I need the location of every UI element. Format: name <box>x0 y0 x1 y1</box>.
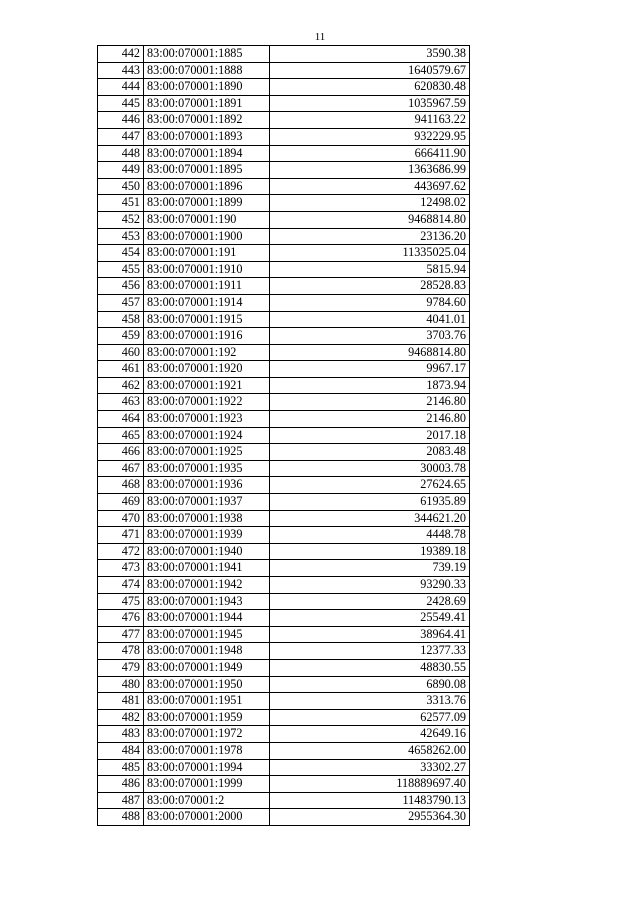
cadastral-number-cell: 83:00:070001:1959 <box>144 709 270 726</box>
row-number-cell: 460 <box>98 344 144 361</box>
cadastral-number-cell: 83:00:070001:1941 <box>144 560 270 577</box>
cadastral-value-cell: 4041.01 <box>270 311 470 328</box>
table-row <box>98 643 470 660</box>
table-row <box>98 128 470 145</box>
row-number-cell: 454 <box>98 245 144 262</box>
cadastral-value-table <box>97 45 470 826</box>
cadastral-number-cell: 83:00:070001:1922 <box>144 394 270 411</box>
cadastral-number-cell: 83:00:070001:1910 <box>144 261 270 278</box>
row-number-cell: 485 <box>98 759 144 776</box>
cadastral-number-cell: 83:00:070001:1937 <box>144 494 270 511</box>
cadastral-value-cell: 118889697.40 <box>270 776 470 793</box>
table-row <box>98 228 470 245</box>
cadastral-value-cell: 4658262.00 <box>270 742 470 759</box>
row-number-cell: 459 <box>98 328 144 345</box>
row-number-cell: 482 <box>98 709 144 726</box>
row-number-cell: 457 <box>98 294 144 311</box>
cadastral-number-cell: 83:00:070001:1893 <box>144 128 270 145</box>
table-row <box>98 659 470 676</box>
row-number-cell: 464 <box>98 411 144 428</box>
table-row <box>98 311 470 328</box>
row-number-cell: 475 <box>98 593 144 610</box>
cadastral-value-cell: 3590.38 <box>270 46 470 63</box>
table-row <box>98 444 470 461</box>
table-row <box>98 62 470 79</box>
cadastral-number-cell: 83:00:070001:1899 <box>144 195 270 212</box>
cadastral-value-cell: 2146.80 <box>270 394 470 411</box>
table-row <box>98 577 470 594</box>
row-number-cell: 449 <box>98 162 144 179</box>
cadastral-number-cell: 83:00:070001:1914 <box>144 294 270 311</box>
row-number-cell: 455 <box>98 261 144 278</box>
table-row <box>98 543 470 560</box>
cadastral-number-cell: 83:00:070001:1994 <box>144 759 270 776</box>
table-row <box>98 328 470 345</box>
cadastral-number-cell: 83:00:070001:1978 <box>144 742 270 759</box>
row-number-cell: 456 <box>98 278 144 295</box>
cadastral-value-cell: 1035967.59 <box>270 95 470 112</box>
cadastral-number-cell: 83:00:070001:1938 <box>144 510 270 527</box>
page-number: 11 <box>314 31 326 43</box>
cadastral-number-cell: 83:00:070001:1890 <box>144 79 270 96</box>
cadastral-value-cell: 38964.41 <box>270 626 470 643</box>
cadastral-value-cell: 6890.08 <box>270 676 470 693</box>
cadastral-number-cell: 83:00:070001:192 <box>144 344 270 361</box>
cadastral-number-cell: 83:00:070001:1891 <box>144 95 270 112</box>
table-row <box>98 211 470 228</box>
cadastral-value-cell: 2428.69 <box>270 593 470 610</box>
table-row <box>98 726 470 743</box>
cadastral-number-cell: 83:00:070001:1999 <box>144 776 270 793</box>
row-number-cell: 483 <box>98 726 144 743</box>
table-row <box>98 46 470 63</box>
row-number-cell: 469 <box>98 494 144 511</box>
cadastral-value-cell: 666411.90 <box>270 145 470 162</box>
cadastral-value-cell: 739.19 <box>270 560 470 577</box>
table-row <box>98 79 470 96</box>
row-number-cell: 461 <box>98 361 144 378</box>
row-number-cell: 484 <box>98 742 144 759</box>
table-row <box>98 427 470 444</box>
row-number-cell: 453 <box>98 228 144 245</box>
row-number-cell: 463 <box>98 394 144 411</box>
cadastral-value-cell: 48830.55 <box>270 659 470 676</box>
row-number-cell: 452 <box>98 211 144 228</box>
table-row <box>98 162 470 179</box>
cadastral-number-cell: 83:00:070001:1924 <box>144 427 270 444</box>
cadastral-number-cell: 83:00:070001:1944 <box>144 610 270 627</box>
table-row <box>98 145 470 162</box>
table-row <box>98 278 470 295</box>
table-row <box>98 411 470 428</box>
cadastral-number-cell: 83:00:070001:1936 <box>144 477 270 494</box>
table-row <box>98 95 470 112</box>
cadastral-value-cell: 93290.33 <box>270 577 470 594</box>
cadastral-number-cell: 83:00:070001:1949 <box>144 659 270 676</box>
row-number-cell: 479 <box>98 659 144 676</box>
cadastral-number-cell: 83:00:070001:1888 <box>144 62 270 79</box>
cadastral-value-cell: 344621.20 <box>270 510 470 527</box>
row-number-cell: 458 <box>98 311 144 328</box>
cadastral-number-cell: 83:00:070001:1911 <box>144 278 270 295</box>
table-row <box>98 610 470 627</box>
cadastral-value-cell: 941163.22 <box>270 112 470 129</box>
cadastral-value-cell: 1640579.67 <box>270 62 470 79</box>
table-row <box>98 676 470 693</box>
cadastral-number-cell: 83:00:070001:1885 <box>144 46 270 63</box>
row-number-cell: 472 <box>98 543 144 560</box>
row-number-cell: 465 <box>98 427 144 444</box>
row-number-cell: 486 <box>98 776 144 793</box>
row-number-cell: 466 <box>98 444 144 461</box>
cadastral-value-cell: 9468814.80 <box>270 344 470 361</box>
cadastral-number-cell: 83:00:070001:191 <box>144 245 270 262</box>
row-number-cell: 446 <box>98 112 144 129</box>
cadastral-value-cell: 620830.48 <box>270 79 470 96</box>
cadastral-value-cell: 61935.89 <box>270 494 470 511</box>
cadastral-value-cell: 4448.78 <box>270 527 470 544</box>
row-number-cell: 447 <box>98 128 144 145</box>
table-row <box>98 759 470 776</box>
cadastral-number-cell: 83:00:070001:1951 <box>144 693 270 710</box>
cadastral-value-cell: 42649.16 <box>270 726 470 743</box>
cadastral-number-cell: 83:00:070001:1950 <box>144 676 270 693</box>
table-row <box>98 709 470 726</box>
table-row <box>98 593 470 610</box>
cadastral-number-cell: 83:00:070001:1943 <box>144 593 270 610</box>
cadastral-number-cell: 83:00:070001:1942 <box>144 577 270 594</box>
row-number-cell: 477 <box>98 626 144 643</box>
cadastral-number-cell: 83:00:070001:1915 <box>144 311 270 328</box>
table-row <box>98 527 470 544</box>
cadastral-number-cell: 83:00:070001:1925 <box>144 444 270 461</box>
table-row <box>98 460 470 477</box>
row-number-cell: 445 <box>98 95 144 112</box>
cadastral-number-cell: 83:00:070001:1923 <box>144 411 270 428</box>
cadastral-value-cell: 19389.18 <box>270 543 470 560</box>
cadastral-number-cell: 83:00:070001:2 <box>144 792 270 809</box>
row-number-cell: 442 <box>98 46 144 63</box>
table-row <box>98 510 470 527</box>
cadastral-value-cell: 5815.94 <box>270 261 470 278</box>
table-row <box>98 626 470 643</box>
table-row <box>98 477 470 494</box>
cadastral-number-cell: 83:00:070001:1921 <box>144 377 270 394</box>
table-row <box>98 294 470 311</box>
cadastral-value-cell: 9468814.80 <box>270 211 470 228</box>
row-number-cell: 443 <box>98 62 144 79</box>
table-body <box>98 46 470 826</box>
cadastral-value-cell: 11483790.13 <box>270 792 470 809</box>
table-row <box>98 195 470 212</box>
cadastral-value-cell: 23136.20 <box>270 228 470 245</box>
table-row <box>98 112 470 129</box>
row-number-cell: 480 <box>98 676 144 693</box>
cadastral-value-cell: 443697.62 <box>270 178 470 195</box>
cadastral-number-cell: 83:00:070001:190 <box>144 211 270 228</box>
cadastral-value-cell: 12498.02 <box>270 195 470 212</box>
row-number-cell: 448 <box>98 145 144 162</box>
cadastral-value-cell: 932229.95 <box>270 128 470 145</box>
row-number-cell: 473 <box>98 560 144 577</box>
table-row <box>98 261 470 278</box>
table-row <box>98 776 470 793</box>
row-number-cell: 462 <box>98 377 144 394</box>
table-row <box>98 742 470 759</box>
cadastral-value-cell: 33302.27 <box>270 759 470 776</box>
row-number-cell: 487 <box>98 792 144 809</box>
row-number-cell: 481 <box>98 693 144 710</box>
cadastral-value-cell: 3313.76 <box>270 693 470 710</box>
cadastral-value-cell: 2017.18 <box>270 427 470 444</box>
cadastral-value-cell: 2083.48 <box>270 444 470 461</box>
table-row <box>98 394 470 411</box>
row-number-cell: 488 <box>98 809 144 826</box>
table-row <box>98 560 470 577</box>
cadastral-value-cell: 1873.94 <box>270 377 470 394</box>
cadastral-number-cell: 83:00:070001:1972 <box>144 726 270 743</box>
row-number-cell: 478 <box>98 643 144 660</box>
cadastral-value-cell: 27624.65 <box>270 477 470 494</box>
cadastral-number-cell: 83:00:070001:1939 <box>144 527 270 544</box>
cadastral-number-cell: 83:00:070001:1920 <box>144 361 270 378</box>
cadastral-value-cell: 2146.80 <box>270 411 470 428</box>
cadastral-number-cell: 83:00:070001:1916 <box>144 328 270 345</box>
cadastral-number-cell: 83:00:070001:1896 <box>144 178 270 195</box>
cadastral-value-cell: 12377.33 <box>270 643 470 660</box>
table-row <box>98 245 470 262</box>
cadastral-number-cell: 83:00:070001:2000 <box>144 809 270 826</box>
cadastral-value-cell: 9784.60 <box>270 294 470 311</box>
cadastral-value-cell: 3703.76 <box>270 328 470 345</box>
row-number-cell: 451 <box>98 195 144 212</box>
cadastral-value-cell: 62577.09 <box>270 709 470 726</box>
row-number-cell: 444 <box>98 79 144 96</box>
row-number-cell: 476 <box>98 610 144 627</box>
cadastral-number-cell: 83:00:070001:1945 <box>144 626 270 643</box>
cadastral-number-cell: 83:00:070001:1940 <box>144 543 270 560</box>
table-row <box>98 178 470 195</box>
table-row <box>98 361 470 378</box>
cadastral-value-cell: 25549.41 <box>270 610 470 627</box>
cadastral-value-cell: 1363686.99 <box>270 162 470 179</box>
row-number-cell: 468 <box>98 477 144 494</box>
cadastral-number-cell: 83:00:070001:1894 <box>144 145 270 162</box>
row-number-cell: 474 <box>98 577 144 594</box>
table-row <box>98 377 470 394</box>
cadastral-number-cell: 83:00:070001:1895 <box>144 162 270 179</box>
cadastral-number-cell: 83:00:070001:1948 <box>144 643 270 660</box>
cadastral-value-cell: 2955364.30 <box>270 809 470 826</box>
cadastral-number-cell: 83:00:070001:1935 <box>144 460 270 477</box>
table-row <box>98 792 470 809</box>
cadastral-value-cell: 30003.78 <box>270 460 470 477</box>
cadastral-number-cell: 83:00:070001:1892 <box>144 112 270 129</box>
table-row <box>98 344 470 361</box>
row-number-cell: 467 <box>98 460 144 477</box>
row-number-cell: 471 <box>98 527 144 544</box>
row-number-cell: 470 <box>98 510 144 527</box>
row-number-cell: 450 <box>98 178 144 195</box>
cadastral-number-cell: 83:00:070001:1900 <box>144 228 270 245</box>
table-row <box>98 494 470 511</box>
table-row <box>98 693 470 710</box>
cadastral-value-cell: 28528.83 <box>270 278 470 295</box>
cadastral-value-cell: 11335025.04 <box>270 245 470 262</box>
table-row <box>98 809 470 826</box>
cadastral-value-cell: 9967.17 <box>270 361 470 378</box>
